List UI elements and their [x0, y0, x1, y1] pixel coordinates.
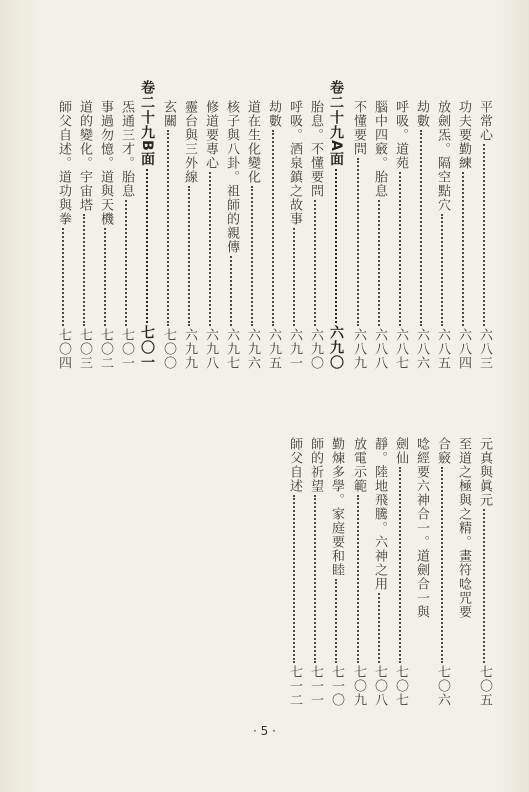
leader-dots: [462, 172, 464, 326]
leader-dots: [441, 467, 443, 663]
leader-dots: [357, 495, 359, 663]
toc-entry: [476, 437, 492, 707]
toc-entry-page: 六八三: [477, 328, 492, 370]
toc-entry-page: 七〇一: [119, 328, 134, 370]
toc-entry-title: 不懂要問: [351, 100, 366, 156]
toc-entry-title: 修道要專心: [203, 100, 218, 170]
toc-entry-page: 七〇五: [477, 665, 492, 707]
toc-entry-page: 七〇四: [56, 328, 71, 370]
toc-entry-title: 核子與八卦。祖師的親傳: [224, 100, 239, 254]
toc-entry: [350, 437, 366, 707]
toc-entry: [371, 437, 387, 707]
volume-heading-title: 卷二十九B面: [139, 80, 155, 167]
toc-entry: [434, 437, 450, 707]
toc-entry-title: 功夫要勤練: [456, 100, 471, 170]
toc-entry: [223, 100, 239, 370]
toc-entry: [350, 100, 366, 370]
toc-entry-page: 六九九: [182, 328, 197, 370]
toc-entry-title: 平常心: [477, 100, 492, 142]
toc-entry-page: 六八八: [372, 328, 387, 370]
toc-entry-page: 七〇〇: [161, 328, 176, 370]
toc-entry: [55, 100, 71, 370]
toc-entry-title: 劍仙: [393, 437, 408, 465]
toc-entry-title: 劫數: [414, 100, 429, 128]
toc-entry: [476, 100, 492, 370]
leader-dots: [441, 214, 443, 326]
toc-entry-page: 六八七: [393, 328, 408, 370]
toc-entry-page: 七一一: [308, 665, 323, 707]
toc-entry-page: 七〇八: [372, 665, 387, 707]
toc-entry-title: 放劍炁。隔空點穴: [435, 100, 450, 212]
toc-entry-page: 六九七: [224, 328, 239, 370]
toc-entry-title: 師父自述。道功與拳: [56, 100, 71, 226]
toc-entry-page: 六九八: [203, 328, 218, 370]
toc-entry-title: 靈台與三外線: [182, 100, 197, 184]
leader-dots: [335, 169, 337, 323]
toc-entry-page: 七一〇: [329, 665, 344, 707]
toc-entry-page: 七〇九: [351, 665, 366, 707]
toc-entry-title: 元真與眞元: [477, 437, 492, 507]
toc-entry-page: 六八九: [351, 328, 366, 370]
toc-entry-page: 六九一: [287, 328, 302, 370]
leader-dots: [378, 593, 380, 663]
volume-heading-title: 卷二十九A面: [328, 80, 344, 167]
leader-dots: [314, 200, 316, 326]
toc-entry-page: 七一二: [287, 665, 302, 707]
toc-entry-title: 玄關: [161, 100, 176, 128]
toc-entry-title: 師父自述: [287, 437, 302, 493]
toc-entry-title: 靜。陸地飛騰。六神之用: [372, 437, 387, 591]
leader-dots: [378, 200, 380, 326]
toc-entry: [307, 100, 323, 370]
leader-dots: [357, 158, 359, 326]
toc-entry: [286, 100, 302, 370]
leader-dots: [293, 495, 295, 663]
toc-entry: [455, 100, 471, 370]
toc-entry: [160, 100, 176, 370]
volume-heading-page: 七〇一: [139, 325, 155, 370]
leader-dots: [399, 172, 401, 326]
toc-entry-page: 六八四: [456, 328, 471, 370]
leader-dots: [314, 495, 316, 663]
volume-heading: [328, 80, 344, 370]
leader-dots: [420, 130, 422, 326]
toc-entry-title: 至道之極與之精。畫符唸咒要: [456, 437, 471, 619]
toc-entry-title: 勤煉多學。家庭要和睦: [329, 437, 344, 577]
leader-dots: [125, 200, 127, 326]
toc-entry: [202, 100, 218, 370]
toc-entry-title: 呼吸。道苑: [393, 100, 408, 170]
leader-dots: [104, 228, 106, 326]
toc-entry-title: 呼吸。酒泉鎮之故事: [287, 100, 302, 226]
toc-entry-page: 六九五: [266, 328, 281, 370]
toc-entry-title: 師的祈望: [308, 437, 323, 493]
volume-heading-page: 六九〇: [328, 325, 344, 370]
toc-entry-title: 道在生化變化: [245, 100, 260, 184]
leader-dots: [399, 467, 401, 663]
page-number: · 5 ·: [253, 724, 276, 738]
toc-entry-title: 事過勿憶。道與天機: [98, 100, 113, 226]
leader-dots: [188, 186, 190, 326]
toc-entry-line: [455, 437, 471, 707]
toc-entry: [328, 437, 344, 707]
toc-entry: [244, 100, 260, 370]
toc-entry-title: 道的變化。宇宙塔: [77, 100, 92, 212]
toc-entry: [286, 437, 302, 707]
leader-dots: [146, 169, 148, 323]
toc-entry: [181, 100, 197, 370]
leader-dots: [167, 130, 169, 326]
leader-dots: [293, 228, 295, 326]
toc-entry-title: 炁通三才。胎息: [119, 100, 134, 198]
leader-dots: [230, 256, 232, 326]
leader-dots: [62, 228, 64, 326]
leader-dots: [483, 144, 485, 326]
toc-entry-title: 唸經要六神合一。道劍合一與: [414, 437, 429, 619]
toc-entry-title: 胎息。不懂要問: [308, 100, 323, 198]
toc-entry-line: [413, 437, 429, 707]
toc-entry-title: 放電示範: [351, 437, 366, 493]
toc-entry: [76, 100, 92, 370]
toc-entry-page: 六九六: [245, 328, 260, 370]
toc-entry: [434, 100, 450, 370]
toc-entry: [392, 437, 408, 707]
leader-dots: [272, 130, 274, 326]
toc-entry-page: 七〇三: [77, 328, 92, 370]
leader-dots: [251, 186, 253, 326]
toc-entry: [118, 100, 134, 370]
toc-entry-page: 六九〇: [308, 328, 323, 370]
toc-entry-page: 七〇二: [98, 328, 113, 370]
leader-dots: [209, 172, 211, 326]
toc-entry-page: 七〇六: [435, 665, 450, 707]
leader-dots: [83, 214, 85, 326]
volume-heading: [139, 80, 155, 370]
toc-entry: [371, 100, 387, 370]
toc-entry-title: 腦中四竅。胎息: [372, 100, 387, 198]
toc-entry-page: 六八六: [414, 328, 429, 370]
leader-dots: [335, 579, 337, 663]
toc-entry-title: 合竅: [435, 437, 450, 465]
toc-entry: [307, 437, 323, 707]
toc-entry-page: 六八五: [435, 328, 450, 370]
toc-entry: [392, 100, 408, 370]
toc-entry: [265, 100, 281, 370]
toc-entry-title: 劫數: [266, 100, 281, 128]
toc-entry-page: 七〇七: [393, 665, 408, 707]
toc-entry: [97, 100, 113, 370]
toc-entry: [413, 100, 429, 370]
leader-dots: [483, 509, 485, 663]
